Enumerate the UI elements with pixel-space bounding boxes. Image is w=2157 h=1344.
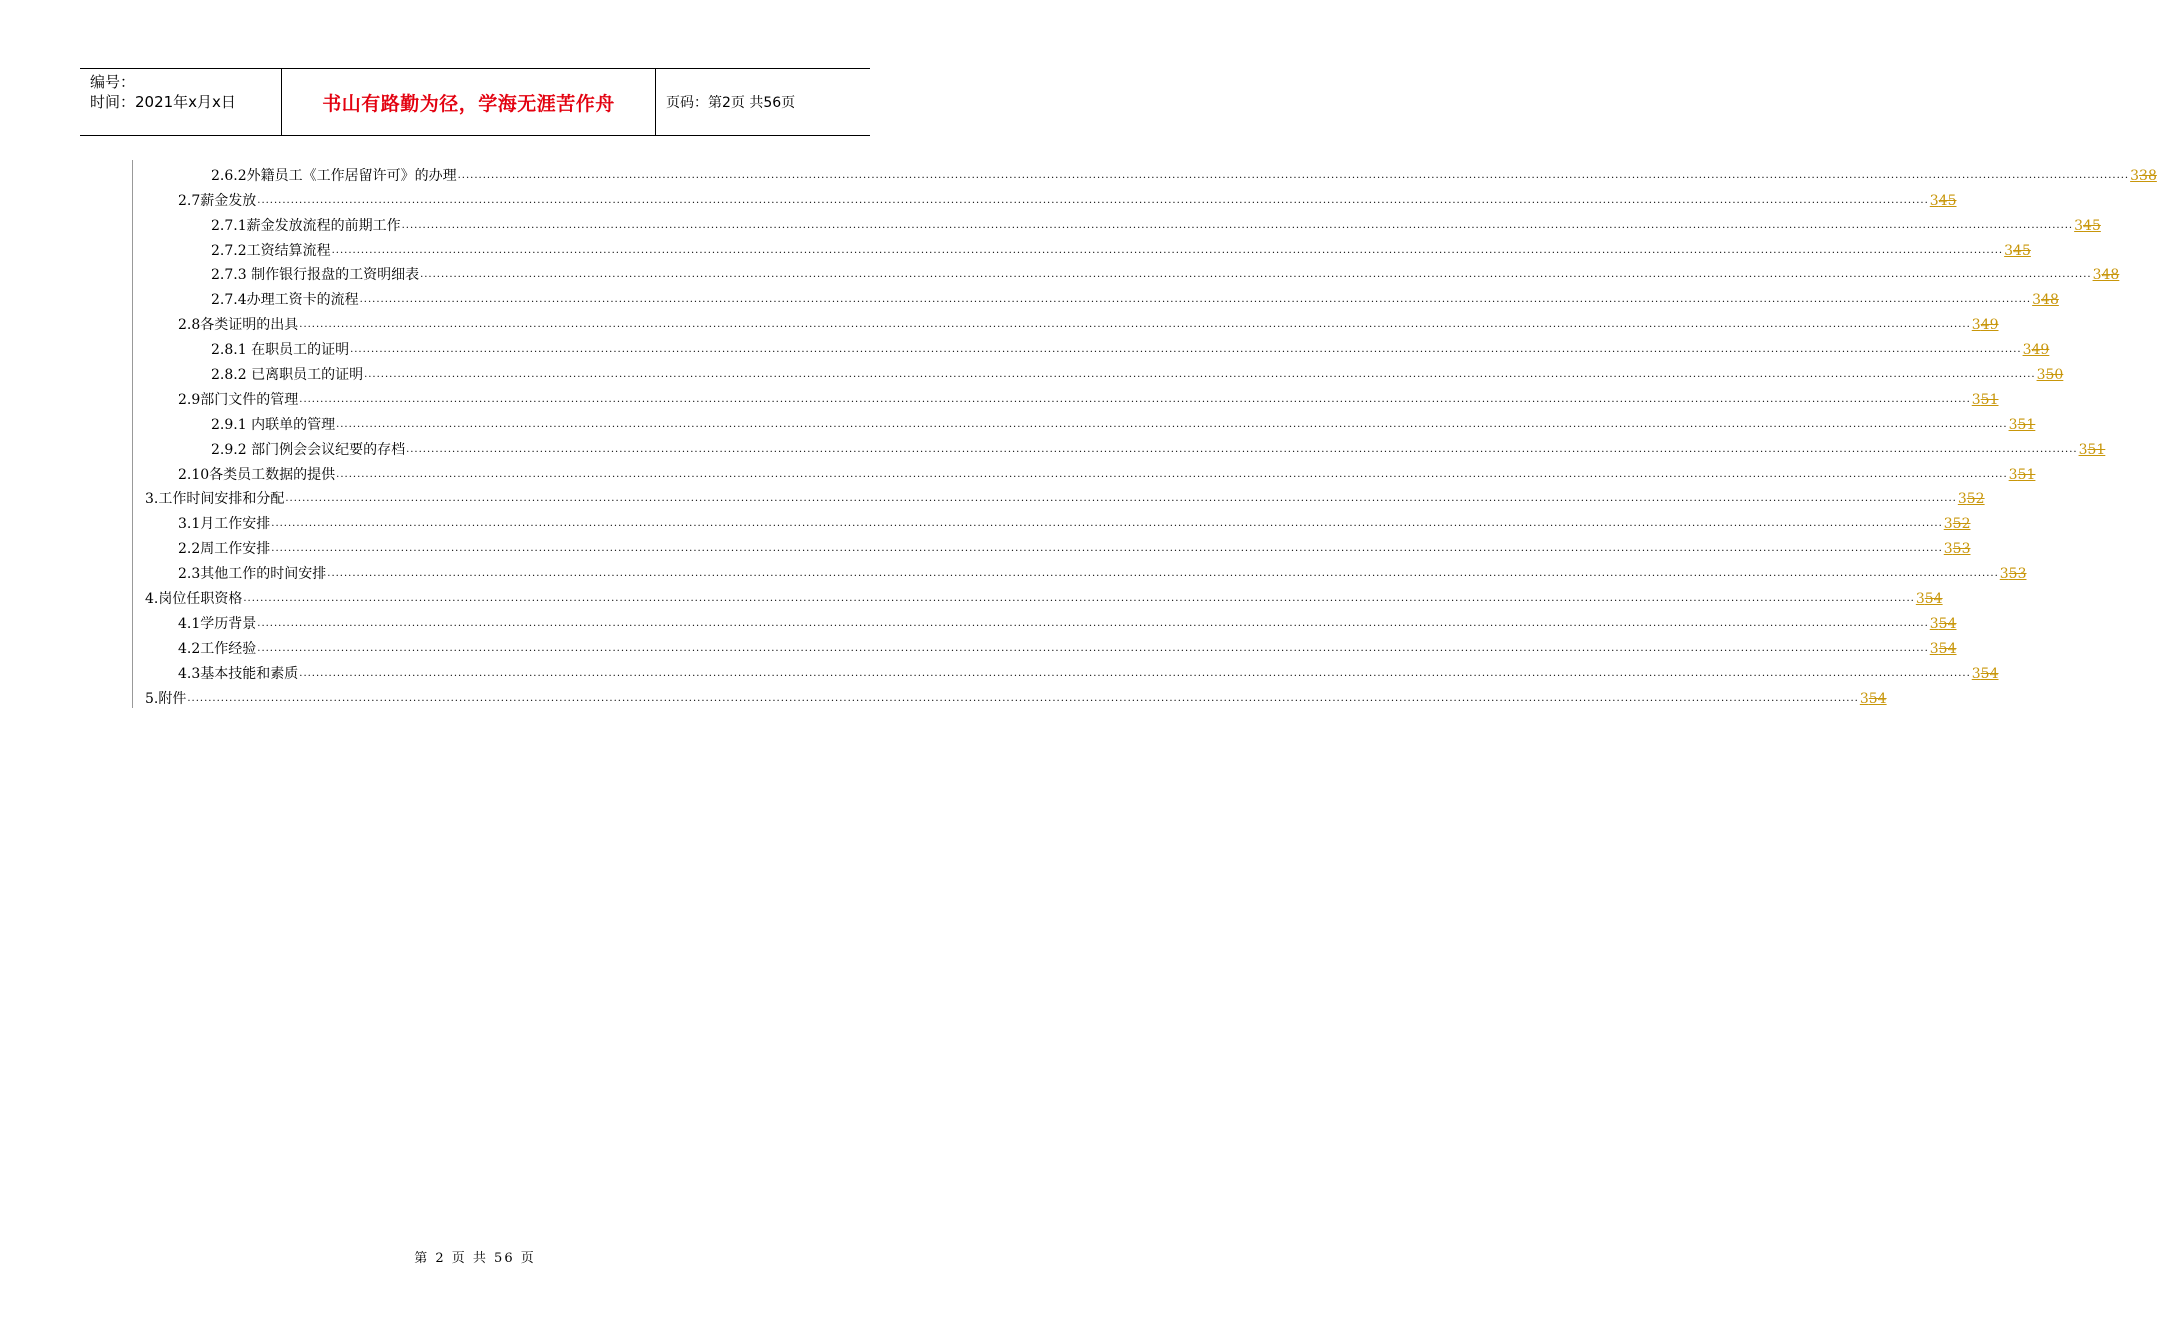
toc-leader-dots: ................................................................................................................................................................................................................................................................................................................................................................................................................ bbox=[350, 344, 2022, 356]
toc-page-number-revised: 3 bbox=[1943, 541, 1953, 558]
toc-entry[interactable] bbox=[133, 633, 1957, 658]
toc-page-number-revised: 3 bbox=[2074, 217, 2084, 234]
toc-page-number-revised: 3 bbox=[2032, 292, 2042, 309]
toc-entry[interactable] bbox=[133, 185, 1957, 210]
toc-page-number[interactable] bbox=[2000, 565, 2027, 583]
toc-entry-label: 4.3基本技能和素质 bbox=[178, 665, 299, 682]
toc-leader-dots: ................................................................................................................................................................................................................................................................................................................................................................................................................ bbox=[271, 518, 1943, 530]
toc-page-number-deleted: 45 bbox=[2083, 217, 2101, 234]
toc-page-number-deleted: 38 bbox=[2139, 167, 2157, 184]
toc-page-number-deleted: 48 bbox=[2101, 267, 2120, 284]
toc-leader-dots: ................................................................................................................................................................................................................................................................................................................................................................................................................ bbox=[299, 319, 1971, 331]
toc-entry-label: 2.8.1 在职员工的证明 bbox=[211, 342, 350, 359]
toc-entry-label: 4.2工作经验 bbox=[178, 640, 257, 657]
toc-page-number-revised: 3 bbox=[2092, 267, 2102, 284]
toc-entry-label: 5.附件 bbox=[145, 690, 187, 707]
header-page-info: 页码：第2页 共56页 bbox=[666, 95, 796, 111]
toc-page-number[interactable] bbox=[1944, 540, 1971, 558]
toc-page-number-deleted: 45 bbox=[1938, 192, 1957, 209]
toc-entry[interactable] bbox=[133, 533, 1971, 558]
toc-page-number-revised: 3 bbox=[2078, 441, 2088, 458]
toc-leader-dots: ................................................................................................................................................................................................................................................................................................................................................................................................................ bbox=[406, 443, 2078, 455]
toc-entry-label: 2.2周工作安排 bbox=[178, 541, 271, 558]
toc-page-number-deleted: 54 bbox=[1868, 690, 1887, 707]
toc-leader-dots: ................................................................................................................................................................................................................................................................................................................................................................................................................ bbox=[336, 418, 2008, 430]
toc-leader-dots: ................................................................................................................................................................................................................................................................................................................................................................................................................ bbox=[257, 617, 1929, 629]
toc-page-number-deleted: 50 bbox=[2045, 367, 2064, 384]
toc-entry[interactable] bbox=[133, 484, 1985, 509]
toc-page-number-deleted: 52 bbox=[1952, 516, 1971, 533]
toc-entry[interactable] bbox=[133, 235, 2031, 260]
toc-leader-dots: ................................................................................................................................................................................................................................................................................................................................................................................................................ bbox=[257, 642, 1929, 654]
toc-entry[interactable] bbox=[133, 508, 1971, 533]
table-of-contents bbox=[132, 160, 2157, 708]
toc-page-number-deleted: 53 bbox=[1952, 541, 1971, 558]
toc-entry[interactable] bbox=[133, 334, 2050, 359]
toc-page-number-revised: 3 bbox=[1943, 516, 1953, 533]
toc-page-number-revised: 3 bbox=[1971, 665, 1981, 682]
toc-page-number-deleted: 54 bbox=[1980, 665, 1999, 682]
toc-page-number-deleted: 51 bbox=[1980, 391, 1999, 408]
toc-leader-dots: ................................................................................................................................................................................................................................................................................................................................................................................................................ bbox=[243, 593, 1915, 605]
toc-entry-label: 2.7.3 制作银行报盘的工资明细表 bbox=[211, 267, 420, 284]
toc-page-number-deleted: 54 bbox=[1924, 591, 1943, 608]
toc-entry[interactable] bbox=[133, 608, 1957, 633]
toc-entry[interactable] bbox=[133, 409, 2036, 434]
toc-leader-dots: ................................................................................................................................................................................................................................................................................................................................................................................................................ bbox=[331, 244, 2004, 256]
toc-page-number-deleted: 52 bbox=[1966, 491, 1985, 508]
document-number-label: 编号： bbox=[90, 73, 136, 91]
toc-page-number-deleted: 49 bbox=[2031, 342, 2050, 359]
page-header bbox=[80, 68, 870, 136]
toc-entry-label: 4.岗位任职资格 bbox=[145, 591, 243, 608]
toc-page-number-revised: 3 bbox=[2008, 466, 2018, 483]
toc-page-number[interactable] bbox=[2004, 242, 2031, 260]
toc-page-number-revised: 3 bbox=[1999, 566, 2009, 583]
page-footer: 第 2 页 共 56 页 bbox=[414, 1251, 536, 1266]
header-meta bbox=[80, 69, 281, 135]
toc-page-number-deleted: 49 bbox=[1980, 317, 1999, 334]
toc-entry[interactable] bbox=[133, 260, 2120, 285]
toc-page-number-deleted: 53 bbox=[2008, 566, 2027, 583]
toc-leader-dots: ................................................................................................................................................................................................................................................................................................................................................................................................................ bbox=[364, 369, 2036, 381]
toc-entry[interactable] bbox=[133, 309, 1999, 334]
toc-leader-dots: ................................................................................................................................................................................................................................................................................................................................................................................................................ bbox=[285, 493, 1957, 505]
toc-page-number-deleted: 51 bbox=[2017, 466, 2036, 483]
document-date: 时间：2021年x月x日 bbox=[90, 93, 236, 111]
toc-page-number[interactable] bbox=[2009, 466, 2036, 484]
toc-page-number[interactable] bbox=[1916, 590, 1943, 608]
toc-entry[interactable] bbox=[133, 583, 1943, 608]
toc-leader-dots: ................................................................................................................................................................................................................................................................................................................................................................................................................ bbox=[457, 169, 2130, 181]
toc-page-number[interactable] bbox=[2032, 291, 2059, 309]
toc-page-number-deleted: 51 bbox=[2017, 416, 2036, 433]
toc-page-number-revised: 3 bbox=[2008, 416, 2018, 433]
toc-entry[interactable] bbox=[133, 359, 2064, 384]
toc-entry-label: 2.3其他工作的时间安排 bbox=[178, 566, 327, 583]
toc-leader-dots: ................................................................................................................................................................................................................................................................................................................................................................................................................ bbox=[299, 393, 1971, 405]
toc-entry-label: 2.10各类员工数据的提供 bbox=[178, 466, 336, 483]
toc-page-number-revised: 3 bbox=[1859, 690, 1869, 707]
toc-page-number-revised: 3 bbox=[2036, 367, 2046, 384]
toc-page-number[interactable] bbox=[1972, 665, 1999, 683]
toc-page-number[interactable] bbox=[2079, 441, 2106, 459]
toc-entry[interactable] bbox=[133, 434, 2106, 459]
toc-entry[interactable] bbox=[133, 284, 2059, 309]
toc-page-number[interactable] bbox=[1972, 391, 1999, 409]
toc-page-number-revised: 3 bbox=[1929, 615, 1939, 632]
toc-entry[interactable] bbox=[133, 558, 2027, 583]
toc-page-number[interactable] bbox=[1860, 690, 1887, 708]
toc-page-number[interactable] bbox=[2130, 167, 2157, 185]
toc-entry-label: 2.7.4办理工资卡的流程 bbox=[211, 292, 359, 309]
toc-entry-label: 2.9部门文件的管理 bbox=[178, 391, 299, 408]
toc-page-number[interactable] bbox=[1972, 316, 1999, 334]
toc-entry[interactable] bbox=[133, 210, 2101, 235]
toc-leader-dots: ................................................................................................................................................................................................................................................................................................................................................................................................................ bbox=[336, 468, 2008, 480]
toc-page-number-revised: 3 bbox=[1915, 591, 1925, 608]
toc-page-number[interactable] bbox=[1958, 490, 1985, 508]
toc-page-number[interactable] bbox=[2074, 217, 2101, 235]
toc-leader-dots: ................................................................................................................................................................................................................................................................................................................................................................................................................ bbox=[420, 269, 2092, 281]
toc-page-number[interactable] bbox=[1930, 192, 1957, 210]
toc-page-number-revised: 3 bbox=[2022, 342, 2032, 359]
toc-page-number[interactable] bbox=[2093, 266, 2120, 284]
toc-entry-label: 2.8各类证明的出具 bbox=[178, 317, 299, 334]
toc-leader-dots: ................................................................................................................................................................................................................................................................................................................................................................................................................ bbox=[299, 667, 1971, 679]
toc-page-number-revised: 3 bbox=[1929, 192, 1939, 209]
toc-entry-label: 2.6.2外籍员工《工作居留许可》的办理 bbox=[211, 167, 457, 184]
toc-leader-dots: ................................................................................................................................................................................................................................................................................................................................................................................................................ bbox=[257, 194, 1929, 206]
toc-page-number-revised: 3 bbox=[1971, 391, 1981, 408]
toc-entry-label: 2.8.2 已离职员工的证明 bbox=[211, 367, 364, 384]
toc-leader-dots: ................................................................................................................................................................................................................................................................................................................................................................................................................ bbox=[401, 219, 2074, 231]
toc-page-number[interactable] bbox=[1930, 615, 1957, 633]
toc-entry[interactable] bbox=[133, 160, 2157, 185]
toc-entry[interactable] bbox=[133, 384, 1999, 409]
toc-page-number-deleted: 45 bbox=[2013, 242, 2031, 259]
toc-entry[interactable] bbox=[133, 658, 1999, 683]
toc-page-number[interactable] bbox=[1930, 640, 1957, 658]
toc-page-number-revised: 3 bbox=[2130, 167, 2140, 184]
toc-page-number-deleted: 54 bbox=[1938, 615, 1957, 632]
toc-entry-label: 4.1学历背景 bbox=[178, 615, 257, 632]
toc-entry[interactable] bbox=[133, 683, 1887, 708]
toc-page-number[interactable] bbox=[1944, 515, 1971, 533]
toc-entry-label: 3.工作时间安排和分配 bbox=[145, 491, 285, 508]
toc-entry-label: 2.9.1 内联单的管理 bbox=[211, 416, 336, 433]
toc-page-number-revised: 3 bbox=[1929, 640, 1939, 657]
toc-entry-label: 2.9.2 部门例会会议纪要的存档 bbox=[211, 441, 406, 458]
toc-page-number[interactable] bbox=[2009, 416, 2036, 434]
toc-entry-label: 2.7.1薪金发放流程的前期工作 bbox=[211, 217, 401, 234]
toc-leader-dots: ................................................................................................................................................................................................................................................................................................................................................................................................................ bbox=[271, 543, 1943, 555]
toc-page-number-deleted: 48 bbox=[2041, 292, 2059, 309]
header-motto: 书山有路勤为径，学海无涯苦作舟 bbox=[281, 69, 656, 135]
toc-page-number-revised: 3 bbox=[1957, 491, 1967, 508]
toc-leader-dots: ................................................................................................................................................................................................................................................................................................................................................................................................................ bbox=[327, 568, 1999, 580]
toc-entry-label: 2.7.2工资结算流程 bbox=[211, 242, 331, 259]
toc-entry[interactable] bbox=[133, 459, 2036, 484]
toc-page-number-revised: 3 bbox=[2004, 242, 2014, 259]
toc-page-number[interactable] bbox=[2037, 366, 2064, 384]
toc-entry-label: 2.7薪金发放 bbox=[178, 192, 257, 209]
toc-leader-dots: ................................................................................................................................................................................................................................................................................................................................................................................................................ bbox=[359, 294, 2032, 306]
toc-page-number-deleted: 51 bbox=[2087, 441, 2106, 458]
toc-page-number[interactable] bbox=[2023, 341, 2050, 359]
toc-entry-label: 3.1月工作安排 bbox=[178, 516, 271, 533]
toc-page-number-deleted: 54 bbox=[1938, 640, 1957, 657]
toc-page-number-revised: 3 bbox=[1971, 317, 1981, 334]
toc-leader-dots: ................................................................................................................................................................................................................................................................................................................................................................................................................ bbox=[187, 692, 1859, 704]
